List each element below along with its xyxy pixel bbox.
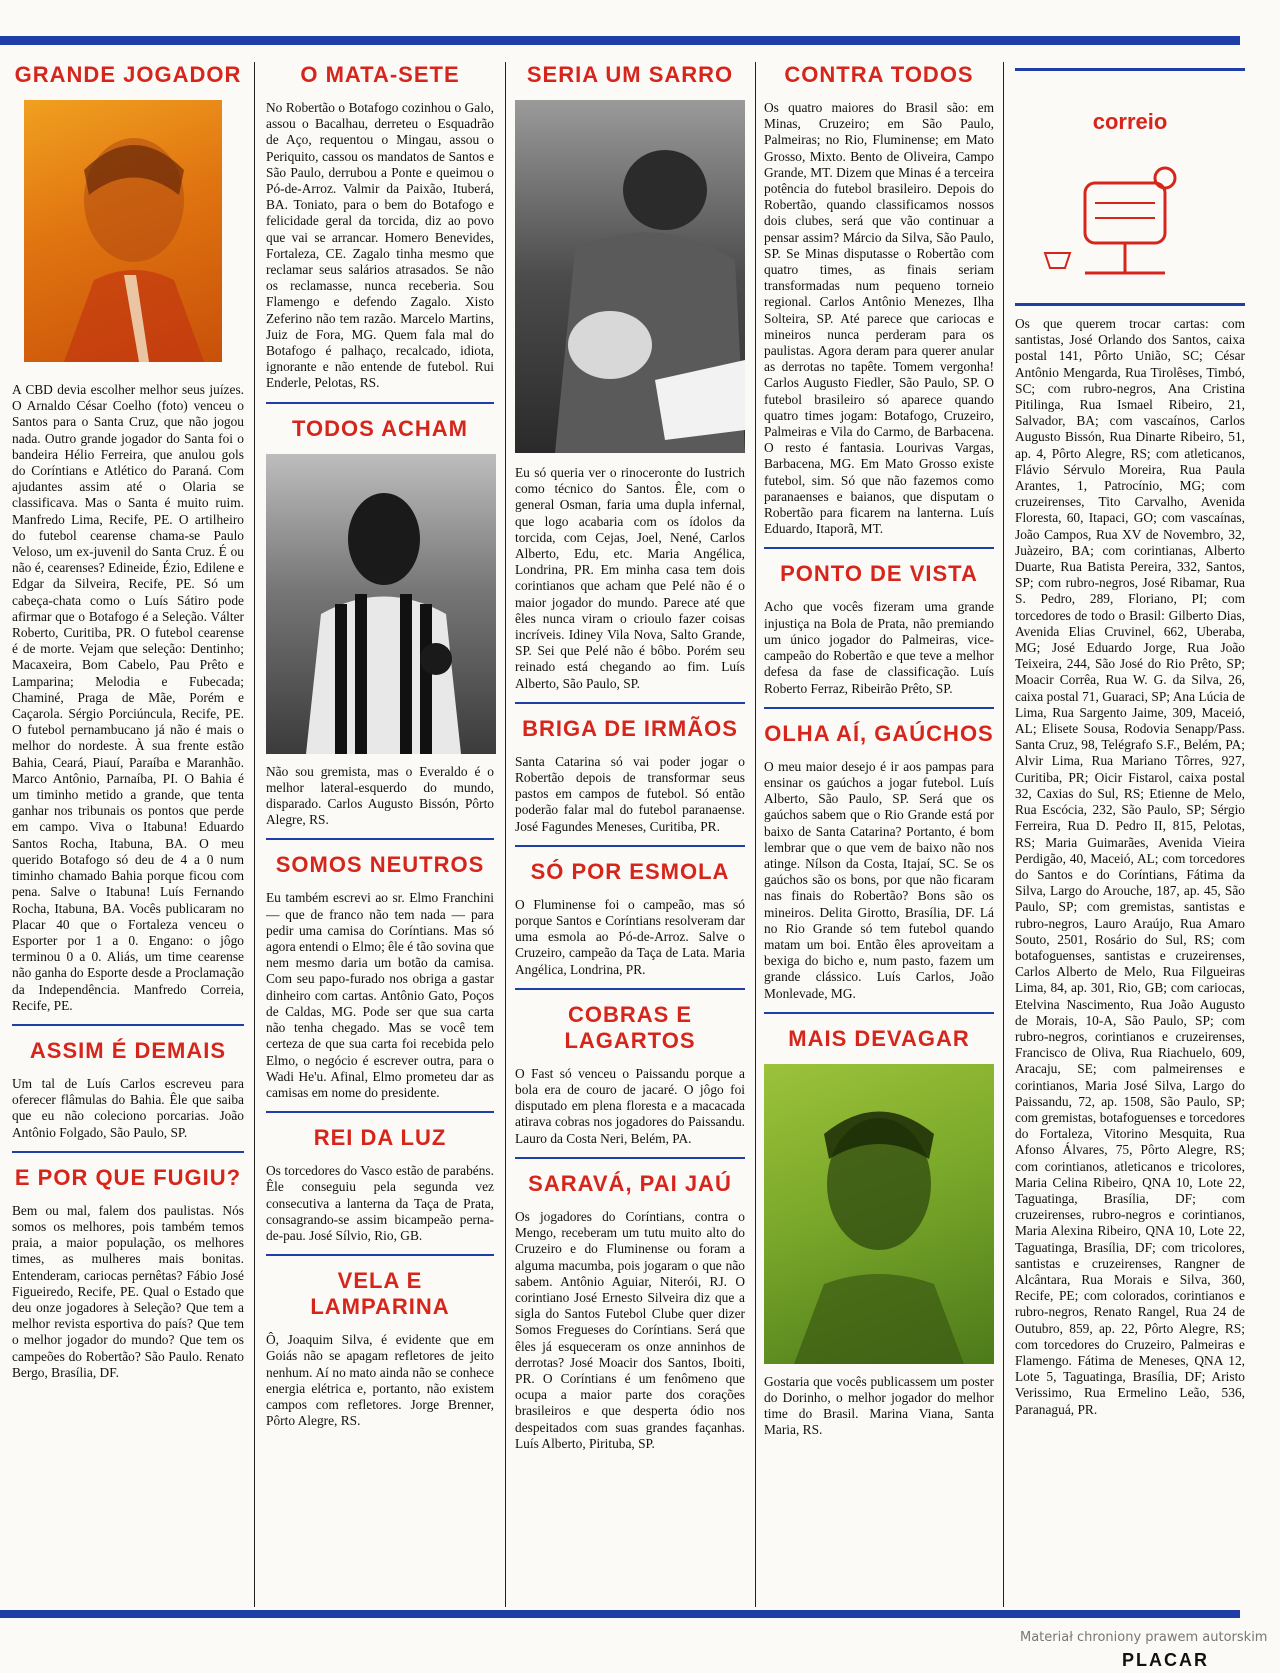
- watermark: Materiał chroniony prawem autorskim: [1020, 1630, 1268, 1645]
- section-divider: [515, 845, 745, 847]
- bottom-blue-rule: [0, 1610, 1240, 1618]
- section-title: OLHA AÍ, GAÚCHOS: [764, 720, 994, 746]
- section-title: TODOS ACHAM: [292, 415, 468, 441]
- section-title: GRANDE JOGADOR: [14, 62, 242, 87]
- section-divider: [266, 402, 494, 404]
- letters-text: Um tal de Luís Carlos escreveu para oferecer flâmulas do Bahia. Êle que saiba que eu não coleciono porcarias. João Antônio Folgado, São Paulo, SP.: [12, 1075, 244, 1140]
- section-title: SARAVÁ, PAI JAÚ: [528, 1170, 732, 1196]
- letters-text: Os jogadores do Coríntians, contra o Mengo, receberam um tutu muito alto do Cruzeiro e do Fluminense ou foram a alguma macumba, pois jogaram o que não sabem. Antônio Aguiar, Niterói, RJ. O corintiano José Ernesto Silveira diz que a sigla do Santos Futebol Clube quer dizer Somos Fregueses do Coríntians. Será que êles já esqueceram os onze anninhos de derrotas? José Moacir dos Santos, Iboiti, PR. O Coríntians é um fenômeno que ocupa a maior parte dos corações brasileiros e que desperta ódio nos despeitados com suas grandes façanhas. Luís Alberto, Pirituba, SP.: [515, 1208, 745, 1451]
- section-title: COBRAS E LAGARTOS: [564, 1001, 696, 1053]
- section-title: REI DA LUZ: [313, 1125, 447, 1151]
- section-title: BRIGA DE IRMÃOS: [522, 715, 738, 741]
- correio-header: [1015, 68, 1245, 306]
- letters-text: Os quatro maiores do Brasil são: em Minas, Cruzeiro; em São Paulo, Palmeiras; no Rio, Fluminense; em Mato Grosso, Mixto. Bento de Oliveira, Campo Grande, MT. Dizem que Minas é a terceira potência do futebol brasileiro. Depois do Robertão, quando classificamos nossos dois clubes, será que vão continuar a pensar assim? Márcio da Silva, São Paulo, SP. Se Minas disputasse o Robertão com quatro times, as finais seriam transformadas num pequeno torneio regional. Carlos Antônio Menezes, Ilha Solteira, SP. Até parece que cariocas e mineiros nunca perderam para os paulistas. Agora deram para querer anular as derrotas no tapête. Tomem vergonha! Carlos Augusto Fiedler, São Paulo, SP. O futebol brasileiro só aparece quando quatro times jogam: Botafogo, Cruzeiro, Palmeiras e Vila do Carmo, de Barbacena. O resto é fantasia. Lourivas Vargas, Barbacena, MG. Em Mato Grosso existe futebol, sim. Só que não fazemos como paranaenses e baianos, que disputam o Robertão para ficarem na lanterna. Luís Eduardo, Itaporã, MT.: [764, 100, 994, 537]
- top-blue-rule: [0, 36, 1240, 45]
- section-divider: [515, 1157, 745, 1159]
- player-photo-art: [24, 100, 222, 362]
- letters-text: O meu maior desejo é ir aos pampas para ensinar os gaúchos a jogar futebol. Luís Alberto, São Paulo, SP. Será que os gaúchos sabem que o Rio Grande está por baixo de Santa Catarina? Portanto, é bom lembrar que o que vem de baixo não nos atinge. Nílson da Costa, Itajaí, SC. Se os gaúchos são os bons, por que não ficaram nas finais do Robertão? Bons são os mineiros. Delita Girotto, Brasília, DF. Lá no Rio Grande só tem futebol quando matam um boi. Então êles aproveitam a bexiga do bicho e, num pasto, fazem um grande clássico. Luís Carlos, João Monlevade, MG.: [764, 758, 994, 1001]
- column-rule: [505, 62, 506, 1607]
- section-divider: [764, 707, 994, 709]
- column-5: [1015, 316, 1245, 1418]
- section-divider: [515, 702, 745, 704]
- player-photo: [764, 1064, 994, 1364]
- letters-text: Gostaria que vocês publicassem um poster do Dorinho, o melhor jogador do melhor time do Brasil. Marina Viana, Santa Maria, RS.: [764, 1373, 994, 1438]
- section-divider: [12, 1024, 244, 1026]
- player-photo: [266, 454, 496, 754]
- letters-text: O Fluminense foi o campeão, mas só porque Santos e Coríntians resolveram dar uma esmola ao Pó-de-Arroz. Salve o Cruzeiro, campeão da Taça de Lata. Maria Angélica, Londrina, PR.: [515, 896, 745, 977]
- section-title: SERIA UM SARRO: [526, 62, 734, 87]
- correio-logo: correio: [1092, 109, 1168, 134]
- letters-text: Santa Catarina só vai poder jogar o Robertão depois de transformar seus pastos em campos de futebol. Só então poderão falar mal do futebol paranaense. José Fagundes Meneses, Curitiba, PR.: [515, 753, 745, 834]
- column-rule: [1003, 62, 1004, 1607]
- letters-text: Acho que vocês fizeram uma grande injustiça na Bola de Prata, não premiando um único jogador do Palmeiras, vice-campeão do Robertão e que teve a melhor defesa da fase de classificação. Luís Roberto Ferraz, Ribeirão Prêto, SP.: [764, 599, 994, 696]
- section-title: PONTO DE VISTA: [780, 561, 978, 587]
- section-divider: [266, 838, 494, 840]
- section-title: VELA E LAMPARINA: [310, 1268, 450, 1320]
- column-rule: [755, 62, 756, 1607]
- players-photo-art: [515, 100, 745, 453]
- section-divider: [764, 1012, 994, 1014]
- column-2: [266, 58, 494, 1429]
- letters-text: A CBD devia escolher melhor seus juízes. O Arnaldo César Coelho (foto) venceu o Santos para o Santa Cruz, que não jogou nada. Outro grande jogador do Santa foi o bandeira Hélio Ferreira, que anulou gols do Coríntians e Atlético do Paraná. Com ajudantes assim até o Olaria se classificava. Mas o Santa é muito ruim. Manfredo Lima, Recife, PE. O artilheiro do futebol cearense chama-se Paulo Veloso, um ex-juvenil do Santa Cruz. É ou não é, cearenses? Edineide, Ézio, Edilene e Edgar da Silveira, Recife, PE. Só um cabeça-chata como o Luís Sátiro pode afirmar que o Botafogo é a Seleção. Válter Roberto, Curitiba, PR. O futebol cearense é de morte. Vejam que seleção: Dentinho; Macaxeira, Bom Cabelo, Pau Prêto e Lamparina; Melodia e Fubecada; Chaminé, Praga de Mãe, Porém e Caçarola. Sérgio Porciúncula, Recife, PE. O futebol pernambucano já não é mais o melhor do nordeste. À sua frente estão Bahia, Ceará, Piauí, Paraíba e Maranhão. Marco Antônio, Parnaíba, PI. O Bahia é um timinho metido a grande, que tenta ganhar nos tribunais os pontos que perde em campo. Viva o Itabuna! Eduardo Santos Rocha, Itabuna, BA. O meu querido Botafogo só deu de 4 a 0 num timinho chamado Bahia porque ficou com pena. Salve o Itabuna! Luís Fernando Rocha, Itabuna, BA. Vocês publicaram no Placar 40 que o Fortaleza venceu o Esporter por 1 a 0. Engano: o jôgo terminou 0 a 0. Aliás, um time cearense não ganha do Esporte desde a Proclamação da Independência. Manfredo Correia, Recife, PE.: [12, 382, 244, 1013]
- letters-text: No Robertão o Botafogo cozinhou o Galo, assou o Bacalhau, derreteu o Esquadrão de Aço, requentou o Mingau, assou o Periquito, cassou os mandatos de Santos e São Paulo, derrubou a Ponte e queimou o Pó-de-Arroz. Valmir da Paixão, Ituberá, BA. Toniato, para o bem do Botafogo e felicidade geral da torcida, diz ao povo que vai se arrancar. Homero Benevides, Fortaleza, CE. Zagalo tinha mesmo que reclamar seus salários atrasados. Se não os reclamasse, nunca receberia. Sou Flamengo e defendo Zagalo. Xisto Zeferino não tem razão. Marcelo Martins, Juiz de Fora, MG. Quem fala mal do Botafogo é palhaço, recalcado, idiota, ignorante e não entende de futebol. Rui Enderle, Pelotas, RS.: [266, 100, 494, 391]
- pen-pals-text: Os que querem trocar cartas: com santistas, José Orlando dos Santos, caixa postal 141, Pôrto União, SC; César Antônio Mengarda, Rua Tirolêses, Timbó, SC; com rubro-negros, Ana Cristina Pitilinga, Rua Ismael Ribeiro, 21, Salvador, BA; com vascaínos, Carlos Augusto Bissón, Rua Dinarte Ribeiro, 51, ap. 4, Pôrto Alegre, RS; com atleticanos, Flávio Sérvulo Moreira, Rua Paula Arantes, 1, Patrocínio, MG; com cruzeirenses, Tito Carvalho, Avenida Floresta, 60, Itapaci, GO; com vascaínas, João Campos, Rua XV de Novembro, 32, Juàzeiro, BA; com corintianas, Alberto Duarte, Rua Batista Pereira, 332, Santos, SP; com rubro-negros, José Ribamar, Rua S. Pedro, 289, Floriano, PI; com torcedores de todo o Brasil: Gilberto Dias, Avenida Elias Cruvinel, 662, Uberaba, MG; José Eduardo Jorge, Rua João Teixeira, 244, São José do Rio Prêto, SP; Moacir Corrêa, Rua W. G. da Silva, 26, caixa postal 71, Guaraci, SP; Ana Lúcia de Lima, Rua Sargento Jaime, 309, Maceió, AL; Elisete Sousa, Rodovia Senapp/Pass. Santa Cruz, 98, Telégrafo S.F., Belém, PA; Alvir Lima, Rua Mariano Tôrres, 927, Curitiba, PR; Oicir Fistarol, caixa postal 32, Caxias do Sul, RS; Etienne de Melo, Rua Escócia, 232, São Paulo, SP; Sérgio Ferreira, Rua D. Pedro II, 815, Pelotas, RS; Maria Guimarães, Avenida Vieira Perdigão, 40, Maceió, AL; com torcedores do Santos e do Coríntians, Fátima da Silva, Largo do Arouche, 187, ap. 45, São Paulo, SP; com gremistas, santistas e rubro-negros, Lauro Araújo, Rua Amaro Souto, 2501, Rosário do Sul, RS; com botafoguenses, santistas e cruzeirenses, Carlos Alberto de Melo, Rua Filgueiras Lima, 84, ap. 301, Rio, GB; com cariocas, Etelvina Nascimento, Rua João Augusto de Morais, 10-A, São Paulo, SP; com rubro-negros, corintianos e cruzeirenses, Francisco de Oliva, Rua Riachuelo, 609, Aracaju, SE; com palmeirenses e corintianos, Maria José Silva, Largo do Paissandu, 72, ap. 1508, São Paulo, SP; com gremistas, botafoguenses e torcedores do Fortaleza, Vitorino Mesquita, Rua Afonso Álvares, 75, Pôrto Alegre, RS; com corintianos, atleticanos e tricolores, Maria Celina Ribeiro, QNA 10, Lote 22, Taguatinga, Brasília, DF; com cruzeirenses, rubro-negros e corintianos, Maria Alexina Ribeiro, QNA 10, Lote 22, Taguatinga, Brasília, DF; com tricolores, santistas e cruzeirenses, Rangner de Alcântara, Rua Morais e Silva, 360, Recife, PE; com colorados, corintianos e rubro-negros, Renato Rangel, Rua 24 de Outubro, 859, ap. 22, Pôrto Alegre, RS; com torcedores do Cruzeiro, Palmeiras e Flamengo. Fátima de Meneses, QNA 12, Lote 5, Taguatinga, Brasília, DF; Aristo Verissimo, Rua Ermelino Leão, 536, Paranaguá, PR.: [1015, 316, 1245, 1417]
- section-title: MAIS DEVAGAR: [788, 1025, 970, 1051]
- players-photo: [515, 100, 745, 453]
- section-divider: [515, 988, 745, 990]
- player-photo: [24, 100, 222, 362]
- letters-text: Bem ou mal, falem dos paulistas. Nós somos os melhores, pois também temos praia, a maior população, os melhores times, as mulheres mais bonitas. Entenderam, cariocas pernêtas? Fábio José Figueiredo, Recife, PE. Qual o Estado que deu onze jogadores à Seleção? Que tem a melhor revista esportiva do país? Que tem o melhor jogador do mundo? Que tem os campeões do Robertão? São Paulo. Renato Bergo, Brasília, DF.: [12, 1202, 244, 1380]
- letters-text: Ô, Joaquim Silva, é evidente que em Goiás não se apagam refletores de jeito nenhum. Aí no mato ainda não se conhece energia elétrica e, portanto, não existem campos com refletores. Jorge Brenner, Pôrto Alegre, RS.: [266, 1332, 494, 1429]
- section-title: SÓ POR ESMOLA: [530, 858, 730, 884]
- letters-text: Não sou gremista, mas o Everaldo é o melhor lateral-esquerdo do mundo, disparado. Carlos Augusto Bissón, Pôrto Alegre, RS.: [266, 763, 494, 828]
- player-photo-art: [764, 1064, 994, 1364]
- section-title: SOMOS NEUTROS: [275, 852, 485, 878]
- letters-text: Os torcedores do Vasco estão de parabéns. Êle conseguiu pela segunda vez consecutiva a lanterna da Taça de Prata, consagrando-se assim bicampeão perna-de-pau. José Sílvio, Rio, GB.: [266, 1163, 494, 1243]
- section-divider: [764, 547, 994, 549]
- mailbox-illustration: [1015, 143, 1245, 283]
- column-4: [764, 58, 994, 1439]
- section-title: O MATA-SETE: [300, 62, 460, 87]
- section-divider: [12, 1151, 244, 1153]
- section-divider: [266, 1254, 494, 1256]
- letters-text: O Fast só venceu o Paissandu porque a bola era de couro de jacaré. O jôgo foi disputado em plena floresta e a macacada atirava cobras nos jogadores do Paissandu. Lauro da Costa Neri, Belém, PA.: [515, 1065, 745, 1146]
- player-photo-art: [266, 454, 496, 754]
- letters-text: Eu só queria ver o rinoceronte do Iustrich como técnico do Santos. Êle, com o general Osman, faria uma dupla infernal, que logo acabaria com os ídolos da torcida, com Cejas, Joel, Nené, Carlos Alberto, Edu, etc. Maria Angélica, Londrina, PR. Em minha casa tem dois corintianos que acham que Pelé não é o maior jogador do mundo. Parece até que êles nunca viram o crioulo fazer coisas incríveis. Idiney Vila Nova, Salto Grande, SP. Sei que Pelé não é bôbo. Porém seu reinado está chegando ao fim. Luís Alberto, São Paulo, SP.: [515, 465, 745, 691]
- column-3: [515, 58, 745, 1452]
- column-rule: [254, 62, 255, 1607]
- section-divider: [266, 1111, 494, 1113]
- section-title: E POR QUE FUGIU?: [14, 1164, 242, 1190]
- letters-text: Eu também escrevi ao sr. Elmo Franchini — que de franco não tem nada — para pedir uma camisa do Coríntians. Mas só agora entendi o Elmo; êle é tão sovina que nem mesmo daria um botão da camisa. Com seu papo-furado nos obriga a gastar dinheiro com cartas. Antônio Gato, Poços de Caldas, MG. Pode ser que sua carta não tenha chegado. Mas se você tem certeza de que sua carta foi recebida pelo Elmo, o negócio é escrever outra, para o Wadi He'u. Afinal, Elmo prometeu dar as camisas em nome do presidente.: [266, 890, 494, 1100]
- section-title: CONTRA TODOS: [784, 62, 974, 87]
- magazine-logo: PLACAR: [1122, 1650, 1209, 1670]
- section-title: ASSIM É DEMAIS: [29, 1037, 227, 1063]
- column-1: [12, 58, 244, 1381]
